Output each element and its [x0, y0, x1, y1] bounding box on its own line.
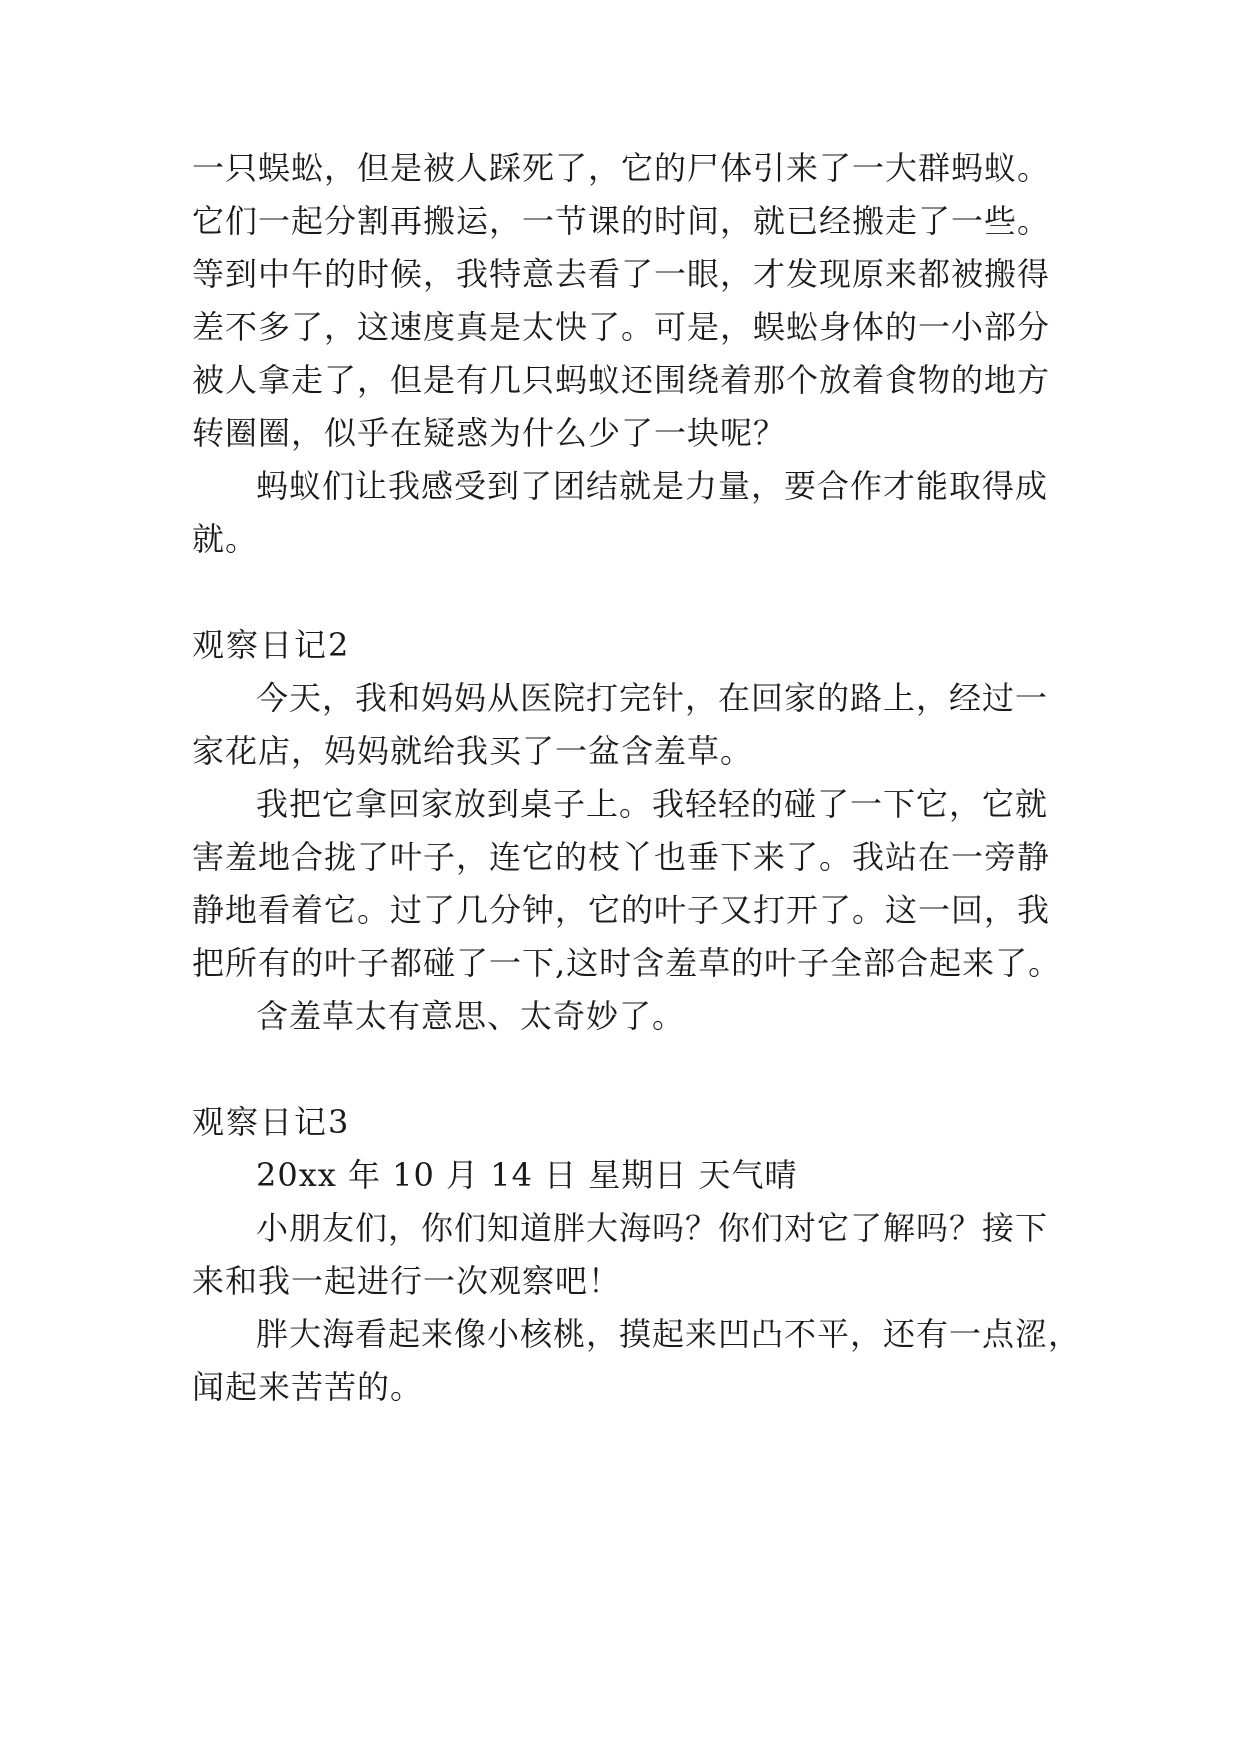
date-weather-line: 20xx 年 10 月 14 日 星期日 天气晴	[256, 1156, 798, 1194]
section-title: 观察日记3	[192, 1103, 351, 1141]
body-text-line: 含羞草太有意思、太奇妙了。	[256, 997, 686, 1035]
body-text-line: 就。	[192, 520, 259, 558]
body-text-line: 等到中午的时候，我特意去看了一眼，才发现原来都被搬得	[192, 255, 1051, 293]
body-text-line: 小朋友们，你们知道胖大海吗？你们对它了解吗？接下	[256, 1209, 1049, 1247]
body-text-line: 蚂蚁们让我感受到了团结就是力量，要合作才能取得成	[256, 467, 1049, 505]
body-text-line: 把所有的叶子都碰了一下,这时含羞草的叶子全部合起来了。	[192, 944, 1062, 982]
body-text-line: 我把它拿回家放到桌子上。我轻轻的碰了一下它，它就	[256, 785, 1049, 823]
body-text-line: 胖大海看起来像小核桃，摸起来凹凸不平，还有一点涩，	[256, 1315, 1082, 1353]
body-text-line: 家花店，妈妈就给我买了一盆含羞草。	[192, 732, 754, 770]
body-text-line: 今天，我和妈妈从医院打完针，在回家的路上，经过一	[256, 679, 1049, 717]
body-text-line: 闻起来苦苦的。	[192, 1368, 424, 1406]
body-text-line: 来和我一起进行一次观察吧！	[192, 1262, 622, 1300]
body-text-line: 被人拿走了，但是有几只蚂蚁还围绕着那个放着食物的地方	[192, 361, 1051, 399]
body-text-line: 静地看着它。过了几分钟，它的叶子又打开了。这一回，我	[192, 891, 1051, 929]
body-text-line: 转圈圈，似乎在疑惑为什么少了一块呢？	[192, 414, 787, 452]
body-text-line: 害羞地合拢了叶子，连它的枝丫也垂下来了。我站在一旁静	[192, 838, 1051, 876]
body-text-line: 差不多了，这速度真是太快了。可是，蜈蚣身体的一小部分	[192, 308, 1051, 346]
body-text-line: 它们一起分割再搬运，一节课的时间，就已经搬走了一些。	[192, 202, 1051, 240]
section-title: 观察日记2	[192, 626, 351, 664]
body-text-line: 一只蜈蚣，但是被人踩死了，它的尸体引来了一大群蚂蚁。	[192, 149, 1051, 187]
